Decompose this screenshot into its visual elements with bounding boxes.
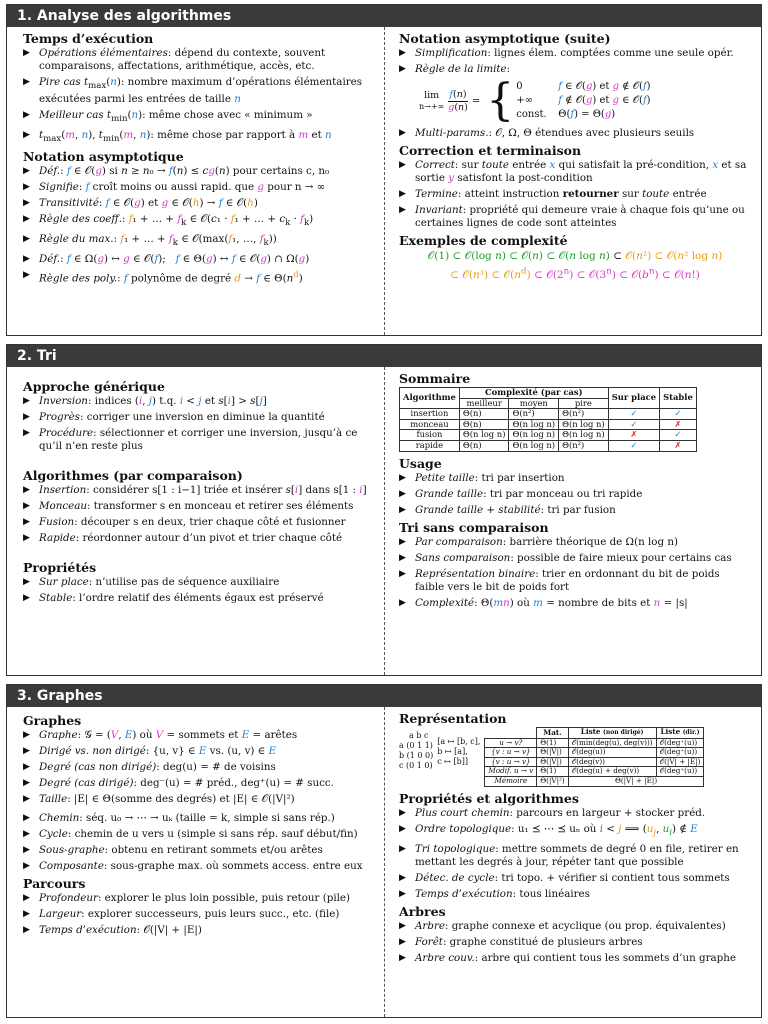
item-simplification: ▶ Simplification: lignes élem. comptées comme une seule opér. xyxy=(399,47,751,60)
cell-list: Θ(|V| + |E|) xyxy=(568,776,704,786)
item-def-o: ▶ Déf.: f ∈ 𝒪(g) si n ≥ n₀ → f(n) ≤ cg(n) pour certains c, n₀ xyxy=(23,165,374,178)
heading-notation: Notation asymptotique xyxy=(23,149,184,165)
cell-best: Θ(n log n) xyxy=(459,430,509,441)
heading-sommaire: Sommaire xyxy=(399,371,471,386)
cell-worst: Θ(n log n) xyxy=(559,419,609,430)
item-cycle: ▶ Cycle: chemin de u vers u (simple si sans rép. sauf début/fin) xyxy=(23,828,374,841)
th-mat: Mat. xyxy=(537,728,568,739)
cell-mat: Θ(|V|) xyxy=(537,757,568,767)
item-largeur: ▶ Largeur: explorer successeurs, puis leurs succ., etc. (file) xyxy=(23,908,374,921)
item-plus-court-chemin: ▶ Plus court chemin: parcours en largeur + stocker préd. xyxy=(399,807,751,820)
item-degre-dirige: ▶ Degré (cas dirigé): deg⁻(u) = # préd., deg⁺(u) = # succ. xyxy=(23,777,374,790)
cell-name: monceau xyxy=(400,419,460,430)
item-termine: ▶ Termine: atteint instruction retourner sur toute entrée xyxy=(399,188,751,201)
complexity-chain: 𝒪(1) ⊂ 𝒪(log n) ⊂ 𝒪(n) ⊂ 𝒪(n log n) ⊂ 𝒪(n²) ⊂ 𝒪(n² log n) ⊂ 𝒪(n³) ⊂ $𝒪(n^d)$ ⊂ 𝒪(2$^n$) ⊂ 𝒪(3$^n$) ⊂ $𝒪(b^n)$ ⊂ 𝒪(n!) xyxy=(427,250,723,281)
cell-list-dir: 𝒪(|V| + |E|) xyxy=(656,757,704,767)
heading-correction: Correction et terminaison xyxy=(399,143,582,158)
cell-mat: Θ(|V|²) xyxy=(537,776,568,786)
item-monceau: ▶ Monceau: transformer s en monceau et retirer ses éléments xyxy=(23,500,374,513)
item-taille: ▶ Taille: |E| ∈ Θ(somme des degrés) et |E| ∈ 𝒪(|V|²) xyxy=(23,793,374,806)
section-title: 3. Graphes xyxy=(7,685,761,707)
cell-name: insertion xyxy=(400,409,460,420)
item-inversion: ▶ Inversion: indices (i, j) t.q. i < j et s[i] > s[j] xyxy=(23,395,374,408)
cell-list: 𝒪(deg(u)) xyxy=(568,748,656,758)
cell-name: fusion xyxy=(400,430,460,441)
cell-list: 𝒪(min(deg(u), deg(v))) xyxy=(568,738,656,748)
item-rapide: ▶ Rapide: réordonner autour d’un pivot et trier chaque côté xyxy=(23,532,374,545)
item-procedure: ▶ Procédure: sélectionner et corriger une inversion, jusqu’à ce qu’il n’en reste plus xyxy=(23,427,374,453)
item-def-omega: ▶ Déf.: f ∈ Ω(g) ↔ g ∈ 𝒪(f); f ∈ Θ(g) ↔ f ∈ 𝒪(g) ∩ Ω(g) xyxy=(23,253,374,266)
th-moyen: moyen xyxy=(509,398,559,409)
section-tri xyxy=(6,344,762,676)
cell-op: Modif. u → v xyxy=(485,767,537,777)
item-sans-comparaison: ▶ Sans comparaison: possible de faire mieux pour certains cas xyxy=(399,552,751,565)
th-liste-dir: Liste (dir.) xyxy=(656,728,704,739)
cell-mat: Θ(|V|) xyxy=(537,748,568,758)
item-composante: ▶ Composante: sous-graphe max. où sommets access. entre eux xyxy=(23,860,374,873)
heading-exemples: Exemples de complexité xyxy=(399,233,568,248)
heading-parcours: Parcours xyxy=(23,876,86,891)
heading-proprietes: Propriétés xyxy=(23,560,97,575)
item-sur-place: ▶ Sur place: n’utilise pas de séquence auxiliaire xyxy=(23,576,374,589)
item-invariant: ▶ Invariant: propriété qui demeure vraie à chaque fois qu’une ou certaines lignes de code sont atteintes xyxy=(399,204,751,230)
section-graphes xyxy=(6,684,762,1018)
item-operations: ▶ Opérations élémentaires: dépend du contexte, souvent comparaisons, affectations, arithmétique, accès, etc. xyxy=(23,47,374,73)
item-signifie: ▶ Signifie: f croît moins ou aussi rapid. que g pour n → ∞ xyxy=(23,181,374,194)
cell-list-dir: 𝒪(deg⁺(u)) xyxy=(656,748,704,758)
cell-avg: Θ(n²) xyxy=(509,409,559,420)
cell-place: ✗ xyxy=(608,430,659,441)
item-correct: ▶ Correct: sur toute entrée x qui satisfait la pré-condition, x et sa sortie y satisfont la post-condition xyxy=(399,159,751,185)
cell-worst: Θ(n²) xyxy=(559,409,609,420)
item-stable: ▶ Stable: l’ordre relatif des éléments égaux est préservé xyxy=(23,592,374,605)
item-pire-cas: ▶ Pire cas $t_{max}(n)$: nombre maximum d’opérations élémentaires exécutées parmi les entrées de taille n xyxy=(23,76,374,106)
cell-mat: Θ(1) xyxy=(537,738,568,748)
item-transitivite: ▶ Transitivité: f ∈ 𝒪(g) et g ∈ 𝒪(h) → f ∈ 𝒪(h) xyxy=(23,197,374,210)
th-stable: Stable xyxy=(660,388,697,409)
item-graphe: ▶ Graphe: 𝒢 = (V, E) où V = sommets et E = arêtes xyxy=(23,729,374,742)
sort-row xyxy=(400,430,697,441)
item-max: ▶ Règle du max.: f₁ + … + $f_k$ ∈ 𝒪(max(f₁, …, $f_k$)) xyxy=(23,233,374,250)
cell-list-dir: 𝒪(deg⁺(u)) xyxy=(656,738,704,748)
cell-stable: ✓ xyxy=(660,409,697,420)
sort-row xyxy=(400,440,697,451)
item-detec-cycle: ▶ Détec. de cycle: tri topo. + vérifier si contient tous sommets xyxy=(399,872,751,885)
item-temps-lineaires: ▶ Temps d’exécution: tous linéaires xyxy=(399,888,751,901)
sort-row xyxy=(400,419,697,430)
cell-list: 𝒪(deg(v)) xyxy=(568,757,656,767)
adjacency-list: [a ↦ [b, c], b ↦ [a], c ↦ [b]] xyxy=(437,737,481,766)
heading-algos: Algorithmes (par comparaison) xyxy=(23,468,243,483)
cell-stable: ✗ xyxy=(660,419,697,430)
cell-place: ✓ xyxy=(608,419,659,430)
cell-worst: Θ(n log n) xyxy=(559,430,609,441)
item-poly: ▶ Règle des poly.: f polynôme de degré d → f ∈ $\Theta(n^d)$ xyxy=(23,269,374,285)
item-chemin: ▶ Chemin: séq. u₀ → ⋯ → uₖ (taille = k, simple si sans rép.) xyxy=(23,812,374,825)
item-meilleur-cas: ▶ Meilleur cas $t_{min}(n)$: même chose avec « minimum » xyxy=(23,109,374,126)
cell-mat: Θ(1) xyxy=(537,767,568,777)
heading-temps: Temps d’exécution xyxy=(23,31,154,46)
item-progres: ▶ Progrès: corriger une inversion en diminue la quantité xyxy=(23,411,374,424)
cell-list-dir: 𝒪(deg⁺(u)) xyxy=(656,767,704,777)
heading-arbres: Arbres xyxy=(399,903,446,919)
cell-op: {v : u → v} xyxy=(485,757,537,767)
th-pire: pire xyxy=(559,398,609,409)
section-title: 1. Analyse des algorithmes xyxy=(7,5,761,27)
cell-avg: Θ(n log n) xyxy=(509,440,559,451)
item-sous-graphe: ▶ Sous-graphe: obtenu en retirant sommets et/ou arêtes xyxy=(23,844,374,857)
heading-approche: Approche générique xyxy=(23,379,165,394)
th-complexite: Complexité (par cas) xyxy=(459,388,608,399)
item-grande-taille: ▶ Grande taille: tri par monceau ou tri rapide xyxy=(399,488,751,501)
limit-formula: lim n→+∞ $\frac{f(n)}{g(n)}$ = { 0 f ∈ 𝒪(g) et g ∉ 𝒪(f) +∞ f ∉ 𝒪(g) et g ∈ 𝒪(f) const. Θ(f) = Θ(g) xyxy=(419,75,651,126)
repr-row xyxy=(485,748,704,758)
item-foret: ▶ Forêt: graphe constitué de plusieurs arbres xyxy=(399,936,751,949)
section-title: 2. Tri xyxy=(7,345,761,367)
cell-place: ✓ xyxy=(608,440,659,451)
heading-sans-comparaison: Tri sans comparaison xyxy=(399,519,549,535)
cell-op: Mémoire xyxy=(485,776,537,786)
item-multi-params: ▶ Multi-params.: 𝒪, Ω, Θ étendues avec plusieurs seuils xyxy=(399,127,751,140)
cell-best: Θ(n) xyxy=(459,409,509,420)
item-par-comparaison: ▶ Par comparaison: barrière théorique de Ω(n log n) xyxy=(399,536,751,549)
item-representation-binaire: ▶ Représentation binaire: trier en ordonnant du bit de poids faible vers le bit de poids fort xyxy=(399,568,751,594)
repr-row xyxy=(485,776,704,786)
heading-representation: Représentation xyxy=(399,711,507,726)
sort-summary-table xyxy=(399,387,697,452)
item-grande-stabilite: ▶ Grande taille + stabilité: tri par fusion xyxy=(399,504,751,517)
item-ordre-topologique: ▶ Ordre topologique: u₁ ⪯ ⋯ ⪯ uₙ où i < j ⟹ ($u_j$, $u_i$) ∉ E xyxy=(399,823,751,840)
item-arbre-couvrant: ▶ Arbre couv.: arbre qui contient tous les sommets d’un graphe xyxy=(399,952,751,965)
item-tri-topologique: ▶ Tri topologique: mettre sommets de degré 0 en file, retirer en mettant les degrés à jour, répéter tant que possible xyxy=(399,843,751,869)
item-fusion: ▶ Fusion: découper s en deux, trier chaque côté et fusionner xyxy=(23,516,374,529)
cell-name: rapide xyxy=(400,440,460,451)
item-limite: ▶ Règle de la limite: xyxy=(399,63,751,76)
cell-avg: Θ(n log n) xyxy=(509,419,559,430)
heading-graphes: Graphes xyxy=(23,713,82,728)
item-petite-taille: ▶ Petite taille: tri par insertion xyxy=(399,472,751,485)
cell-best: Θ(n) xyxy=(459,440,509,451)
cell-best: Θ(n) xyxy=(459,419,509,430)
heading-usage: Usage xyxy=(399,455,442,471)
adjacency-matrix: a b c a (0 1 1) b (1 0 0) c (0 1 0) xyxy=(399,731,434,770)
cell-op: {v : u → v} xyxy=(485,748,537,758)
item-coeff: ▶ Règle des coeff.: f₁ + … + $f_k$ ∈ 𝒪(c₁ · f₁ + … + $c_k \cdot f_k$) xyxy=(23,213,374,230)
item-dirige: ▶ Dirigé vs. non dirigé: {u, v} ∈ E vs. (u, v) ∈ E xyxy=(23,745,374,758)
cell-place: ✓ xyxy=(608,409,659,420)
item-profondeur: ▶ Profondeur: explorer le plus loin possible, puis retour (pile) xyxy=(23,892,374,905)
cell-worst: Θ(n²) xyxy=(559,440,609,451)
cell-stable: ✓ xyxy=(660,430,697,441)
section-analyse xyxy=(6,4,762,336)
cell-list: 𝒪(deg(u) + deg(v)) xyxy=(568,767,656,777)
th-sur-place: Sur place xyxy=(608,388,659,409)
th-liste: Liste (non dirigé) xyxy=(568,728,656,739)
cell-stable: ✗ xyxy=(660,440,697,451)
sort-row xyxy=(400,409,697,420)
item-complexite: ▶ Complexité: Θ(mn) où m = nombre de bits et n = |s| xyxy=(399,597,751,610)
representation-table xyxy=(484,727,704,787)
heading-prop-algos: Propriétés et algorithmes xyxy=(399,790,579,806)
item-multi: ▶ $t_{max}(m$, n), $t_{min}(m$, n): même chose par rapport à m et n xyxy=(23,129,374,146)
item-temps-execution: ▶ Temps d’exécution: 𝒪(|V| + |E|) xyxy=(23,924,374,937)
item-arbre: ▶ Arbre: graphe connexe et acyclique (ou prop. équivalentes) xyxy=(399,920,751,933)
th-meilleur: meilleur xyxy=(459,398,509,409)
cell-avg: Θ(n log n) xyxy=(509,430,559,441)
cell-op: u → v? xyxy=(485,738,537,748)
item-degre: ▶ Degré (cas non dirigé): deg(u) = # de voisins xyxy=(23,761,374,774)
item-insertion: ▶ Insertion: considérer s[1 : i−1] triée et insérer s[i] dans s[1 : i] xyxy=(23,484,374,497)
th-algorithme: Algorithme xyxy=(400,388,460,409)
heading-notation-suite: Notation asymptotique (suite) xyxy=(399,31,611,46)
